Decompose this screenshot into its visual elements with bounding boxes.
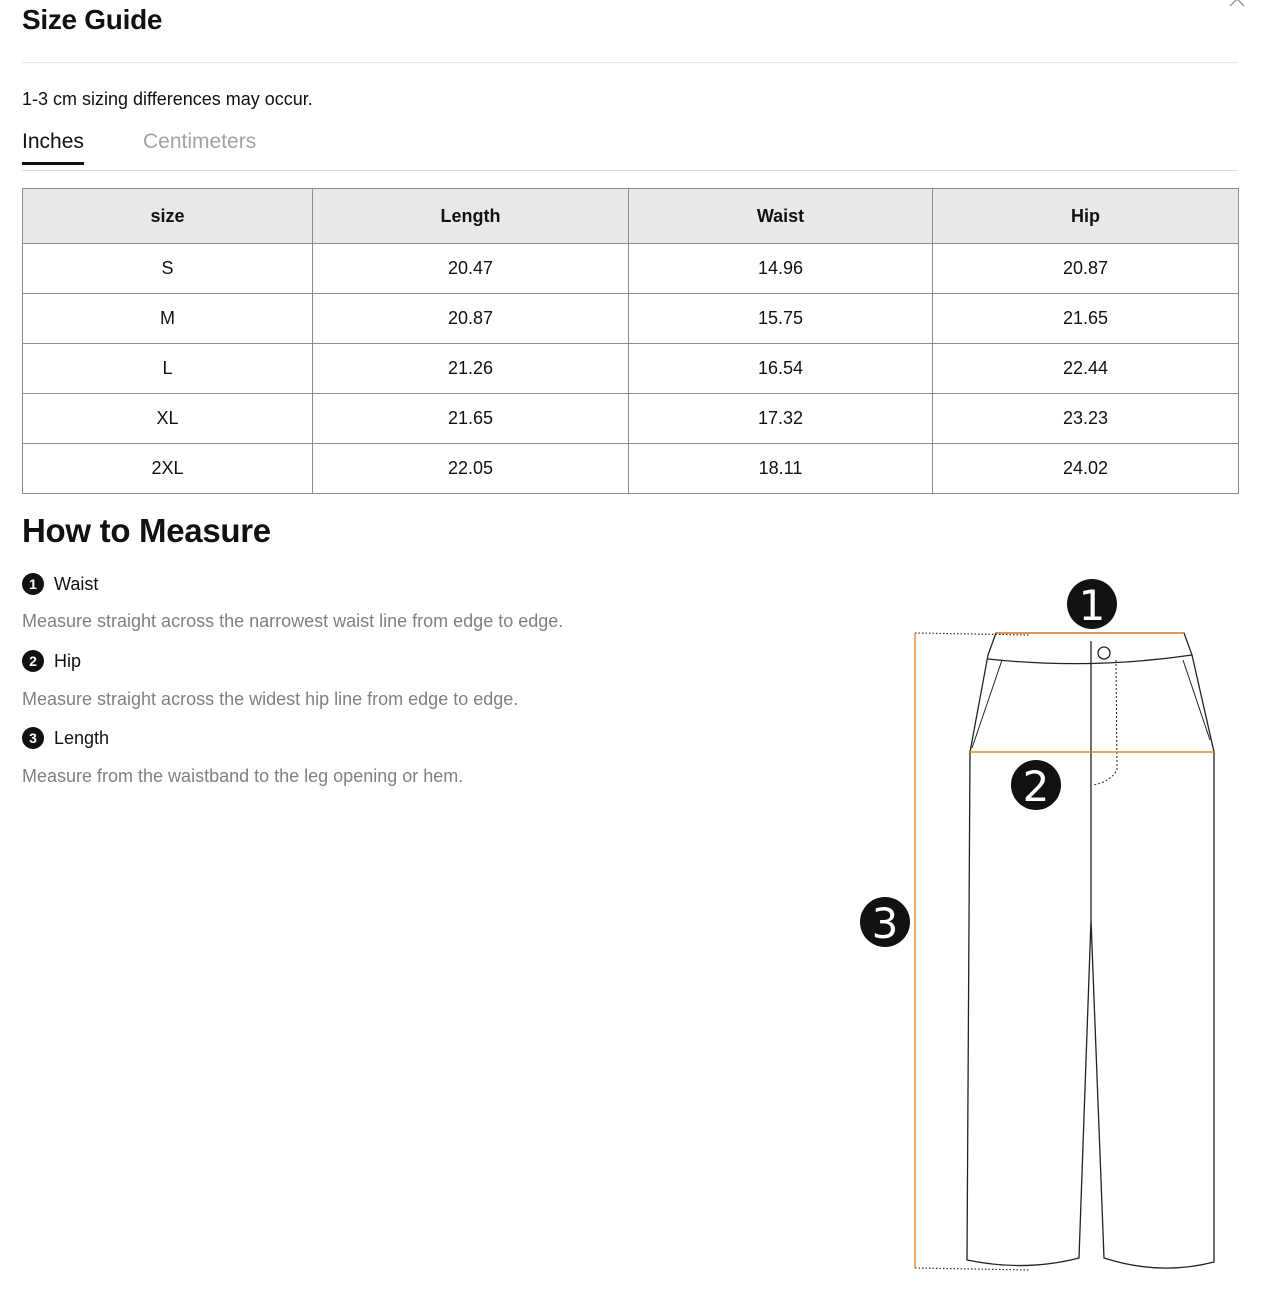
table-cell: 23.23 bbox=[933, 394, 1239, 444]
table-cell: 17.32 bbox=[629, 394, 933, 444]
close-icon bbox=[1226, 0, 1248, 10]
pants-measurement-diagram bbox=[850, 570, 1230, 1280]
pants-outline bbox=[967, 633, 1214, 1268]
table-row bbox=[23, 244, 1239, 294]
column-header-length: Length bbox=[313, 189, 629, 244]
number-1-badge: 1 bbox=[22, 573, 44, 595]
measure-description: Measure straight across the widest hip line from edge to edge. bbox=[22, 689, 519, 709]
diagram-marker-1 bbox=[1067, 579, 1117, 630]
modal-title: Size Guide bbox=[22, 4, 163, 35]
column-header-size: size bbox=[23, 189, 313, 244]
svg-text:3: 3 bbox=[871, 899, 899, 948]
svg-text:1: 1 bbox=[1078, 581, 1106, 630]
table-cell: 20.87 bbox=[933, 244, 1239, 294]
table-cell: 21.65 bbox=[933, 294, 1239, 344]
table-row bbox=[23, 394, 1239, 444]
table-cell: 24.02 bbox=[933, 444, 1239, 494]
diagram-marker-2 bbox=[1011, 760, 1061, 811]
table-row bbox=[23, 294, 1239, 344]
measure-description: Measure straight across the narrowest waist line from edge to edge. bbox=[22, 611, 564, 631]
table-cell: 18.11 bbox=[629, 444, 933, 494]
sizing-note: 1-3 cm sizing differences may occur. bbox=[22, 89, 313, 109]
measure-label: Length bbox=[54, 727, 110, 748]
table-cell: 22.05 bbox=[313, 444, 629, 494]
table-cell: 21.26 bbox=[313, 344, 629, 394]
tab-inches[interactable]: Inches bbox=[22, 130, 84, 164]
measure-description: Measure from the waistband to the leg opening or hem. bbox=[22, 766, 464, 786]
tab-centimeters[interactable]: Centimeters bbox=[143, 130, 257, 153]
table-header-row bbox=[23, 189, 1239, 244]
table-cell: 14.96 bbox=[629, 244, 933, 294]
measure-item-length bbox=[22, 727, 109, 749]
table-cell: 21.65 bbox=[313, 394, 629, 444]
measure-label: Waist bbox=[54, 573, 99, 594]
button-circle bbox=[1098, 647, 1110, 659]
number-3-badge: 3 bbox=[22, 727, 44, 749]
column-header-hip: Hip bbox=[933, 189, 1239, 244]
table-cell: 16.54 bbox=[629, 344, 933, 394]
svg-text:2: 2 bbox=[1022, 762, 1050, 811]
guide-lines bbox=[915, 633, 1030, 1270]
how-to-measure-title: How to Measure bbox=[22, 512, 271, 549]
diagram-marker-3 bbox=[860, 897, 910, 948]
table-cell: L bbox=[23, 344, 313, 394]
size-table bbox=[22, 188, 1239, 494]
number-2-badge: 2 bbox=[22, 650, 44, 672]
measure-lines bbox=[915, 633, 1214, 1268]
table-cell: 15.75 bbox=[629, 294, 933, 344]
table-row bbox=[23, 444, 1239, 494]
table-cell: XL bbox=[23, 394, 313, 444]
table-cell: 2XL bbox=[23, 444, 313, 494]
measure-item-waist bbox=[22, 573, 98, 595]
measure-label: Hip bbox=[54, 650, 82, 671]
header-divider bbox=[22, 62, 1238, 63]
table-cell: S bbox=[23, 244, 313, 294]
table-cell: 22.44 bbox=[933, 344, 1239, 394]
table-cell: M bbox=[23, 294, 313, 344]
measure-item-hip bbox=[22, 650, 81, 672]
table-row bbox=[23, 344, 1239, 394]
table-cell: 20.87 bbox=[313, 294, 629, 344]
unit-tabs bbox=[22, 128, 1238, 171]
column-header-waist: Waist bbox=[629, 189, 933, 244]
table-cell: 20.47 bbox=[313, 244, 629, 294]
close-button[interactable] bbox=[1226, 0, 1248, 10]
